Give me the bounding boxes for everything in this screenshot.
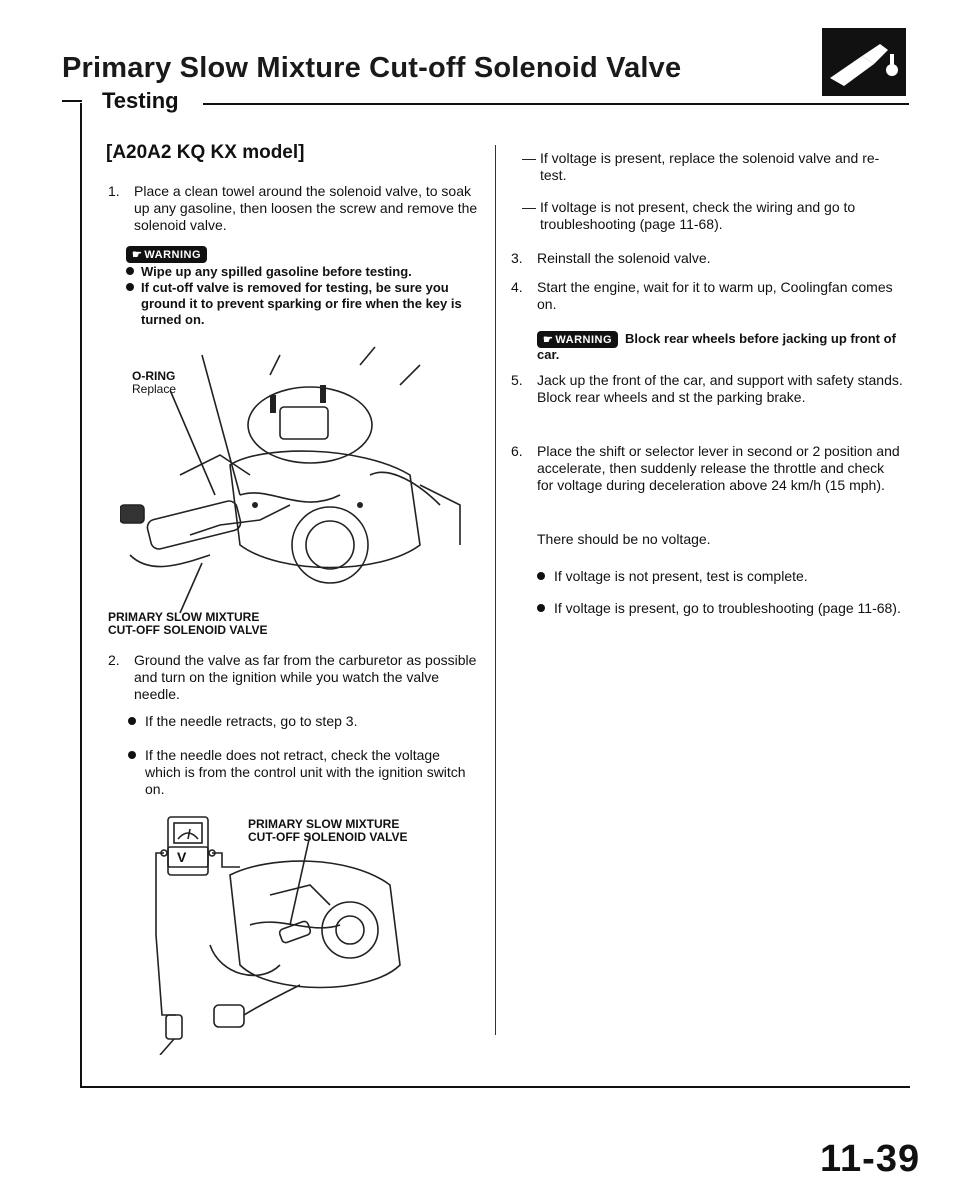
bullet-dot: [128, 751, 136, 759]
warning-list: [126, 264, 478, 328]
bullet-dot: [126, 267, 134, 275]
hand-warning-icon: ☛: [543, 334, 554, 346]
step-1: [108, 183, 478, 234]
fuel-system-icon: [822, 28, 906, 96]
no-voltage-note: There should be no voltage.: [537, 531, 711, 547]
step-5: [511, 372, 903, 406]
carburetor-diagram: [120, 345, 480, 625]
page-number: 11-39: [820, 1138, 921, 1180]
step-3: [511, 250, 903, 267]
step-6: [511, 443, 903, 494]
warning-label: WARNING: [555, 334, 613, 346]
warning-text: Block rear wheels before jacking up front of car.: [537, 331, 896, 362]
hand-warning-icon: ☛: [132, 249, 143, 261]
oring-label: O-RING Replace: [132, 369, 177, 396]
step-text: Ground the valve as far from the carburetor as possible and turn on the ignition while you watch the valve needle.: [134, 652, 477, 702]
step-text: Start the engine, wait for it to warm up, Coolingfan comes on.: [537, 279, 893, 312]
solenoid-valve-label: PRIMARY SLOW MIXTURE CUT-OFF SOLENOID VALVE: [108, 610, 268, 637]
step-text: Reinstall the solenoid valve.: [537, 250, 711, 266]
bullet-item: If voltage is not present, test is complete.: [537, 568, 903, 585]
frame-bottom: [80, 1086, 910, 1088]
warning-text: Wipe up any spilled gasoline before testing.: [141, 264, 412, 279]
section-logo-icon: [822, 28, 906, 96]
voltmeter-test-diagram: [150, 815, 450, 1055]
warning-badge: [126, 246, 207, 263]
step-number: 6.: [511, 443, 523, 459]
model-heading: [A20A2 KQ KX model]: [106, 142, 305, 163]
warning-item: [126, 264, 478, 280]
page-title: Primary Slow Mixture Cut-off Solenoid Valve: [62, 52, 682, 84]
step-number: 2.: [108, 652, 120, 668]
bullet-item: If the needle retracts, go to step 3.: [128, 713, 478, 730]
section-heading: Testing: [102, 88, 185, 114]
bullet-dot: [537, 572, 545, 580]
solenoid-valve-label-2: PRIMARY SLOW MIXTURE CUT-OFF SOLENOID VALVE: [248, 817, 408, 844]
step-number: 3.: [511, 250, 523, 266]
dash-item: — If voltage is present, replace the solenoid valve and re-test.: [522, 150, 880, 183]
step-text: Place a clean towel around the solenoid valve, to soak up any gasoline, then loosen the screw and remove the solenoid valve.: [134, 183, 478, 233]
voltmeter-symbol: V: [177, 849, 187, 865]
section-rule: [203, 103, 909, 105]
step-number: 5.: [511, 372, 523, 388]
section-rule-left: [62, 100, 82, 102]
step-number: 1.: [108, 183, 120, 199]
step-text: Place the shift or selector lever in second or 2 position and accelerate, then suddenly release the throttle and check for voltage during deceleration above 24 km/h (15 mph).: [537, 443, 900, 493]
bullet-item: If voltage is present, go to troubleshooting (page 11-68).: [537, 600, 903, 617]
frame-left: [80, 103, 82, 1088]
step-number: 4.: [511, 279, 523, 295]
step-4: [511, 279, 903, 313]
bullet-item: If the needle does not retract, check the voltage which is from the control unit with the ignition switch on.: [128, 747, 478, 798]
warning-text: If cut-off valve is removed for testing, be sure you ground it to prevent sparking or fire when the key is turned on.: [141, 280, 462, 327]
dash-item: — If voltage is not present, check the wiring and go to troubleshooting (page 11-68).: [522, 199, 856, 232]
bullet-dot: [128, 717, 136, 725]
warning-item: [126, 280, 478, 328]
step-2: [108, 652, 478, 703]
warning-label: WARNING: [144, 249, 202, 261]
step-text: Jack up the front of the car, and support with safety stands. Block rear wheels and st the parking brake.: [537, 372, 903, 405]
column-divider: [495, 145, 496, 1035]
bullet-dot: [537, 604, 545, 612]
bullet-dot: [126, 283, 134, 291]
